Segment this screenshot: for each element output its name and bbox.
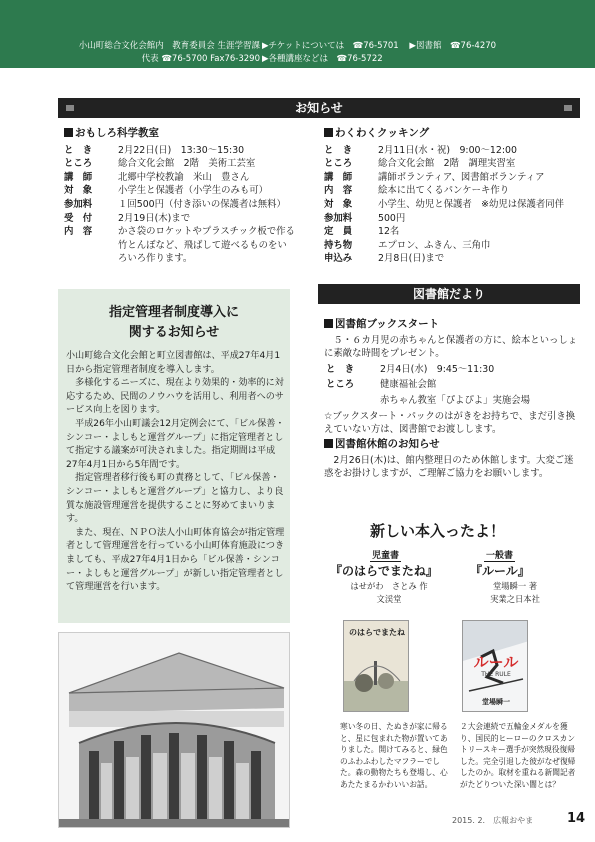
detail-row: 受 付 2月19日(木)まで	[64, 212, 191, 224]
book-publisher: 実業之日本社	[490, 594, 540, 604]
book-title: 『ルール』	[470, 564, 530, 578]
library-phone: ▶図書館 ☎76-4270	[409, 41, 497, 51]
banner-ornament	[66, 105, 74, 111]
book-meta	[330, 580, 448, 606]
book-publisher: 文渓堂	[376, 594, 402, 604]
cover-title: ルール	[473, 653, 519, 671]
book-category: 一般書	[484, 548, 515, 562]
banner-ornament	[564, 105, 572, 111]
page-number: 14	[567, 811, 586, 826]
detail-row: 持ち物 エプロン、ふきん、三角巾	[324, 239, 491, 251]
article-note: ☆ブックスタート・パックのはがきをお持ちで、まだ引き換えていない方は、図書館でお渡しします。	[324, 410, 576, 436]
section-title: お知らせ	[295, 101, 343, 115]
detail-row: と き 2月22日(日) 13:30～15:30	[64, 144, 245, 156]
event-heading: わくわくクッキング	[324, 127, 580, 141]
ticket-phone: ▶チケットについては ☎76-5701	[262, 41, 399, 51]
article-heading: 図書館ブックスタート	[324, 318, 580, 332]
section-banner-library	[318, 284, 580, 304]
detail-row: 参加料 500円	[324, 212, 406, 224]
detail-row: 参加料 １回500円（付き添いの保護者は無料）	[64, 198, 286, 210]
contact-block	[70, 40, 260, 66]
book-category: 児童書	[370, 548, 401, 562]
cover-subtitle: THE RULE	[481, 671, 511, 678]
courses-phone: ▶各種講座などは ☎76-5722	[262, 54, 383, 64]
event-details	[64, 144, 296, 266]
square-bullet-icon	[324, 319, 333, 328]
detail-row: 内 容 絵本に出てくるパンケーキ作り	[324, 185, 510, 197]
detail-row: 講 師 講師ボランティア、図書館ボランティア	[324, 171, 545, 183]
issue-label: 2015. 2. 広報おやま	[452, 816, 534, 825]
book-description: 寒い冬の日、たぬきが家に帰ると、星に包まれた物が置いてありました。開けてみると、緑色のふわふわしたマフラーでした。森の動物たちも登場し、心あたたまるかわいいお話。	[340, 722, 448, 789]
detail-row: 定 員 12名	[324, 226, 400, 238]
book-meta	[456, 580, 574, 606]
detail-row: ところ 総合文化会館 2階 美術工芸室	[64, 158, 256, 170]
cooking-event	[324, 127, 580, 266]
building-illustration	[59, 633, 290, 828]
square-bullet-icon	[324, 128, 333, 137]
event-details	[324, 144, 564, 266]
book-author: 堂場瞬一 著	[492, 581, 538, 591]
detail-row: ところ 総合文化会館 2階 調理実習室	[324, 158, 516, 170]
detail-row: 申込み 2月8日(日)まで	[324, 253, 445, 265]
article-text: ５・６カ月児の赤ちゃんと保護者の方に、絵本といっしょに素敵な時間をプレゼント。	[324, 334, 578, 360]
cultural-center-photo	[58, 632, 290, 828]
notice-paragraph: 小山町総合文化会館と町立図書館は、平成27年4月1日から指定管理者制度を導入します。	[66, 351, 281, 375]
book-author: はせがわ さとみ 作	[350, 581, 428, 591]
book-title: 『のはらでまたね』	[330, 564, 438, 578]
notice-paragraph: 指定管理者移行後も町の責務として、「ビル保善・シンコー・よしもと運営グループ」と協力し、より良質な施設管理運営を提供することに努めてまいります。	[66, 473, 284, 525]
org-line: 小山町総合文化会館内 教育委員会 生涯学習課	[78, 41, 260, 51]
detail-row: 対 象 小学生と保護者（小学生のみも可）	[64, 185, 269, 197]
notice-paragraph: また、現在、ＮＰＯ法人小山町体育協会が指定管理者として管理運営を行っている小山町体育施設につきましても、平成27年4月1日から「ビル保善・シンコー・よしもと運営グループ」が新しい指定管理者として管理運営を行います。	[66, 527, 285, 593]
detail-row: ところ 健康福祉会館	[326, 379, 437, 391]
cover-author: 堂場瞬一	[482, 698, 510, 706]
bookstart-article	[324, 318, 580, 437]
section-title: 図書館だより	[412, 287, 485, 301]
new-books-heading: 新しい本入ったよ！	[370, 522, 506, 540]
detail-row: 対 象 小学生、幼児と保護者 ※幼児は保護者同伴	[324, 198, 564, 210]
notice-body	[66, 350, 286, 595]
book-cover	[462, 620, 528, 712]
phone-directory	[262, 40, 582, 66]
detail-row: 内 容 かさ袋のロケットやプラスチック板で作る竹とんぼなど、飛ばして遊べるものをいろいろ作ります。	[64, 226, 295, 265]
book-description: ２大会連続で五輪金メダルを獲り、国民的ヒーローのクロスカントリースキー選手が突然現役復帰した。完全引退した彼がなぜ復帰したのか。取材を重ねる新聞記者がたどりついた深い闇とは？	[460, 722, 576, 789]
article-heading: 図書館休館のお知らせ	[324, 438, 580, 452]
notice-paragraph: 多様化するニーズに、現在より効果的・効率的に対応するため、民間のノウハウを活用し、利用者へのサービス向上を図ります。	[66, 378, 284, 416]
page-header	[0, 0, 595, 68]
notice-paragraph: 平成26年小山町議会12月定例会にて、「ビル保善・シンコー・よしもと運営グループ」に指定管理者として指定する議案が可決されました。指定期間は平成27年4月1日から5年間です。	[66, 418, 285, 470]
square-bullet-icon	[64, 128, 73, 137]
article-details	[324, 361, 532, 410]
main-phone-line: 代表 ☎76-5700 Fax76-3290	[141, 54, 260, 64]
detail-row: 講 師 北郷中学校教諭 米山 豊さん	[64, 171, 250, 183]
square-bullet-icon	[324, 439, 333, 448]
detail-row: と き 2月4日(水) 9:45～11:30	[326, 363, 495, 375]
book-cover	[343, 620, 409, 712]
detail-row: と き 2月11日(水・祝) 9:00～12:00	[324, 144, 517, 156]
detail-row: 赤ちゃん教室「ぴよぴよ」実施会場	[380, 394, 531, 406]
closure-article	[324, 438, 580, 481]
cover-title: のはらでまたね	[349, 628, 405, 637]
science-class-event	[64, 127, 296, 266]
article-text: 2月26日(木)は、館内整理日のため休館します。大変ご迷惑をお掛けしますが、ご理解ご協力をお願いします。	[324, 454, 574, 480]
event-heading: おもしろ科学教室	[64, 127, 296, 141]
notice-title: 指定管理者制度導入に 関するお知らせ	[108, 305, 239, 340]
section-banner-oshirase	[58, 98, 580, 118]
